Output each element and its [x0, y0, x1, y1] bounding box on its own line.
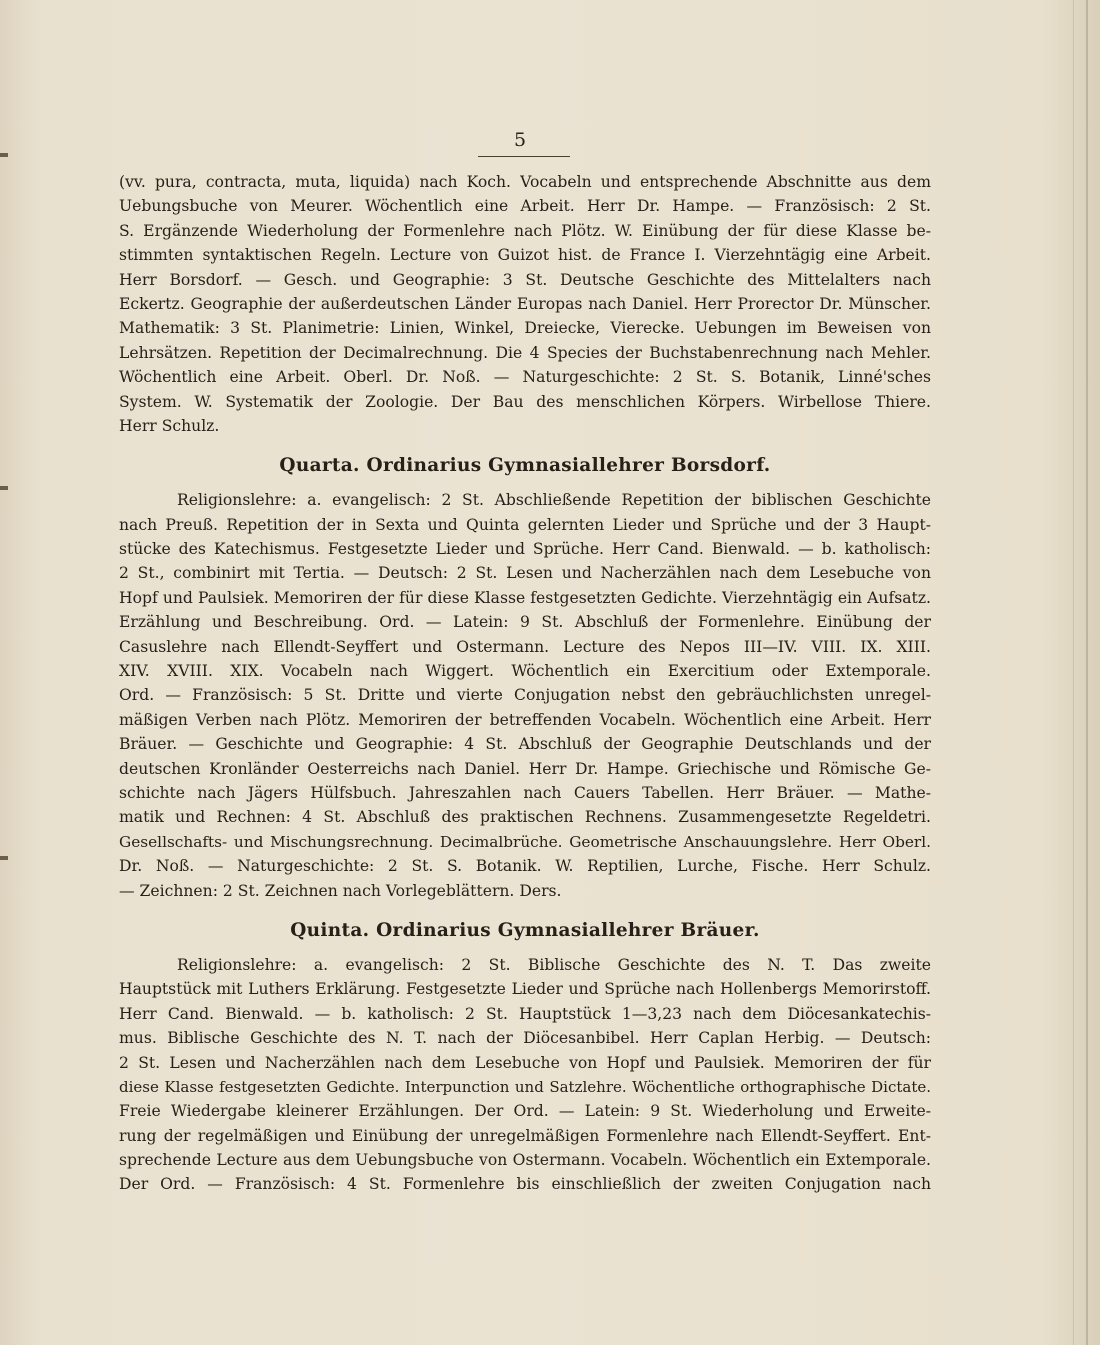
- text-line: sprechende Lecture aus dem Uebungsbuche von Ostermann. Vocabeln. Wöchentlich ein Extemporale.: [119, 1151, 931, 1170]
- paragraph-sexta-continued: [119, 170, 931, 438]
- text-line: Hopf und Paulsiek. Memoriren der für diese Klasse festgesetzten Gedichte. Vierzehntägig ein Aufsatz.: [119, 588, 931, 607]
- paragraph-quinta: [119, 953, 931, 1197]
- text-line: Lehrsätzen. Repetition der Decimalrechnung. Die 4 Species der Buchstabenrechnung nach Mehler.: [119, 343, 931, 362]
- text-line: 2 St., combinirt mit Tertia. — Deutsch: 2 St. Lesen und Nacherzählen nach dem Lesebuche von: [119, 564, 931, 583]
- text-line: XIV. XVIII. XIX. Vocabeln nach Wiggert. Wöchentlich ein Exercitium oder Extemporale.: [119, 662, 931, 681]
- page-edge-shadow: [1086, 0, 1088, 1345]
- text-line: Eckertz. Geographie der außerdeutschen Länder Europas nach Daniel. Herr Prorector Dr. Münscher.: [119, 294, 931, 313]
- page-content: [119, 170, 931, 1197]
- text-line: Wöchentlich eine Arbeit. Oberl. Dr. Noß. — Naturgeschichte: 2 St. S. Botanik, Linné'sches: [119, 368, 931, 387]
- text-line: schichte nach Jägers Hülfsbuch. Jahreszahlen nach Cauers Tabellen. Herr Bräuer. — Mathe-: [119, 783, 931, 802]
- text-line: Herr Borsdorf. — Gesch. und Geographie: 3 St. Deutsche Geschichte des Mittelalters nach: [119, 270, 931, 289]
- page-edge-shadow: [1073, 0, 1074, 1345]
- text-line: stimmten syntaktischen Regeln. Lecture von Guizot hist. de France I. Vierzehntägig eine Arbeit.: [119, 246, 931, 265]
- text-line: 2 St. Lesen und Nacherzählen nach dem Lesebuche von Hopf und Paulsiek. Memoriren der für: [119, 1053, 931, 1072]
- binding-mark: [0, 856, 8, 860]
- text-line: Ord. — Französisch: 5 St. Dritte und vierte Conjugation nebst den gebräuchlichsten unregel-: [119, 686, 931, 705]
- paragraph-quarta: [119, 488, 931, 903]
- text-line: Freie Wiedergabe kleinerer Erzählungen. Der Ord. — Latein: 9 St. Wiederholung und Erweite-: [119, 1102, 931, 1121]
- text-line: Hauptstück mit Luthers Erklärung. Festgesetzte Lieder und Sprüche nach Hollenbergs Memorirstoff.: [119, 980, 931, 999]
- text-line: mus. Biblische Geschichte des N. T. nach der Diöcesanbibel. Herr Caplan Herbig. — Deutsch:: [119, 1029, 931, 1048]
- text-line: System. W. Systematik der Zoologie. Der Bau des menschlichen Körpers. Wirbellose Thiere.: [119, 392, 931, 411]
- text-line: Religionslehre: a. evangelisch: 2 St. Biblische Geschichte des N. T. Das zweite: [177, 955, 931, 974]
- text-line: Herr Schulz.: [119, 416, 220, 435]
- text-line: — Zeichnen: 2 St. Zeichnen nach Vorlegeblättern. Ders.: [119, 881, 562, 900]
- text-line: S. Ergänzende Wiederholung der Formenlehre nach Plötz. W. Einübung der für diese Klasse be-: [119, 221, 931, 240]
- text-line: Religionslehre: a. evangelisch: 2 St. Abschließende Repetition der biblischen Geschichte: [177, 491, 931, 510]
- text-line: rung der regelmäßigen und Einübung der unregelmäßigen Formenlehre nach Ellendt-Seyffert. Ent-: [119, 1126, 931, 1145]
- text-line: stücke des Katechismus. Festgesetzte Lieder und Sprüche. Herr Cand. Bienwald. — b. katholisch:: [119, 540, 931, 559]
- text-line: Der Ord. — Französisch: 4 St. Formenlehre bis einschließlich der zweiten Conjugation nach: [119, 1175, 931, 1194]
- section-heading-quinta: Quinta. Ordinarius Gymnasiallehrer Bräuer.: [290, 919, 760, 941]
- text-line: Dr. Noß. — Naturgeschichte: 2 St. S. Botanik. W. Reptilien, Lurche, Fische. Herr Schulz.: [119, 857, 931, 876]
- text-line: matik und Rechnen: 4 St. Abschluß des praktischen Rechnens. Zusammengesetzte Regeldetri.: [119, 808, 931, 827]
- text-line: mäßigen Verben nach Plötz. Memoriren der betreffenden Vocabeln. Wöchentlich eine Arbeit. Herr: [119, 710, 931, 729]
- text-line: Mathematik: 3 St. Planimetrie: Linien, Winkel, Dreiecke, Vierecke. Uebungen im Beweisen von: [119, 319, 931, 338]
- text-line: Gesellschafts- und Mischungsrechnung. Decimalbrüche. Geometrische Anschauungslehre. Herr Oberl.: [119, 832, 931, 851]
- page-number: 5: [513, 129, 527, 151]
- text-line: Bräuer. — Geschichte und Geographie: 4 St. Abschluß der Geographie Deutschlands und der: [119, 735, 931, 754]
- text-line: nach Preuß. Repetition der in Sexta und Quinta gelernten Lieder und Sprüche und der 3 Haupt-: [119, 515, 931, 534]
- text-line: Casuslehre nach Ellendt-Seyffert und Ostermann. Lecture des Nepos III—IV. VIII. IX. XIII.: [119, 637, 931, 656]
- text-line: Uebungsbuche von Meurer. Wöchentlich eine Arbeit. Herr Dr. Hampe. — Französisch: 2 St.: [119, 197, 931, 216]
- text-line: deutschen Kronländer Oesterreichs nach Daniel. Herr Dr. Hampe. Griechische und Römische Ge-: [119, 759, 931, 778]
- text-line: diese Klasse festgesetzten Gedichte. Interpunction und Satzlehre. Wöchentliche orthographische Dictate.: [119, 1077, 931, 1096]
- binding-mark: [0, 153, 8, 157]
- section-heading-quarta: Quarta. Ordinarius Gymnasiallehrer Borsdorf.: [279, 455, 771, 477]
- binding-mark: [0, 486, 8, 490]
- text-line: Erzählung und Beschreibung. Ord. — Latein: 9 St. Abschluß der Formenlehre. Einübung der: [119, 613, 931, 632]
- text-line: Herr Cand. Bienwald. — b. katholisch: 2 St. Hauptstück 1—3,23 nach dem Diöcesankatechis-: [119, 1004, 931, 1023]
- text-line: (vv. pura, contracta, muta, liquida) nach Koch. Vocabeln und entsprechende Abschnitte aus dem: [119, 173, 931, 191]
- header-rule: [478, 156, 570, 157]
